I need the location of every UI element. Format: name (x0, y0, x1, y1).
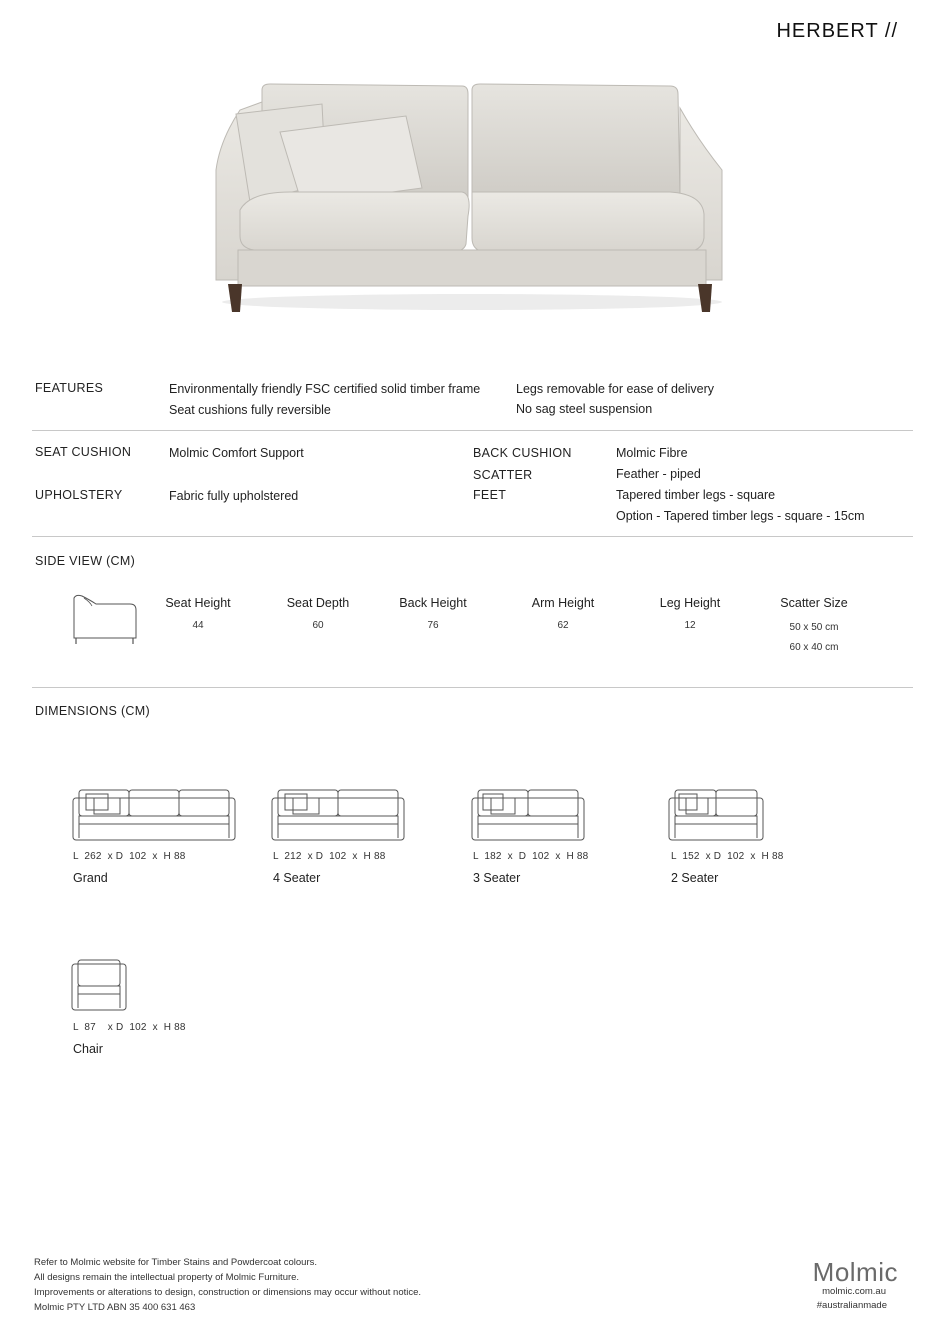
feet-option: Option - Tapered timber legs - square - 15cm (616, 509, 865, 523)
feature-item: No sag steel suspension (516, 402, 653, 416)
page-title: HERBERT // (776, 20, 898, 42)
spec-arm-height-label: Arm Height (531, 596, 595, 610)
feature-item: Environmentally friendly FSC certified solid timber frame (169, 382, 481, 396)
footer-line: All designs remain the intellectual property of Molmic Furniture. (34, 1272, 300, 1283)
seat-cushion-value: Molmic Comfort Support (169, 446, 304, 460)
dimension-chair: L 87 x D 102 x H 88 (73, 1022, 186, 1033)
dimension-2-seater-name: 2 Seater (671, 871, 719, 885)
brand-website[interactable]: molmic.com.au (822, 1286, 886, 1297)
spec-arm-height-value: 62 (557, 620, 569, 631)
spec-leg-height-label: Leg Height (659, 596, 721, 610)
spec-back-height-label: Back Height (399, 596, 467, 610)
sofa-3-seater-icon (471, 788, 585, 842)
sofa-4-seater-icon (271, 788, 405, 842)
spec-leg-height-value: 12 (684, 620, 696, 631)
divider (32, 687, 913, 688)
chair-icon (71, 958, 127, 1012)
dimension-grand-name: Grand (73, 871, 108, 885)
dimension-2-seater: L 152 x D 102 x H 88 (671, 851, 784, 862)
footer-line: Refer to Molmic website for Timber Stains and Powdercoat colours. (34, 1257, 318, 1268)
dimension-grand: L 262 x D 102 x H 88 (73, 851, 186, 862)
sofa-side-view-icon (70, 590, 140, 646)
footer-line: Improvements or alterations to design, construction or dimensions may occur without notice. (34, 1287, 422, 1298)
feature-item: Seat cushions fully reversible (169, 403, 331, 417)
sofa-photo-icon (210, 80, 730, 320)
spec-back-height-value: 76 (427, 620, 439, 631)
footer-notes (34, 1255, 421, 1315)
upholstery-label: UPHOLSTERY (35, 488, 123, 502)
spec-seat-height-label: Seat Height (165, 596, 231, 610)
dimension-3-seater-name: 3 Seater (473, 871, 521, 885)
seat-cushion-label: SEAT CUSHION (35, 445, 132, 459)
sofa-grand-icon (72, 788, 236, 842)
dimension-3-seater: L 182 x D 102 x H 88 (473, 851, 589, 862)
back-cushion-label: BACK CUSHION (473, 446, 572, 460)
footer-line: Molmic PTY LTD ABN 35 400 631 463 (34, 1302, 196, 1313)
brand-hashtag: #australianmade (816, 1300, 887, 1311)
brand-logo: Molmic (812, 1257, 898, 1287)
feet-label: FEET (473, 488, 507, 502)
feature-item: Legs removable for ease of delivery (516, 382, 715, 396)
spec-seat-depth-value: 60 (312, 620, 324, 631)
spec-seat-height-value: 44 (192, 620, 204, 631)
spec-scatter-size-value-2: 60 x 40 cm (789, 642, 839, 653)
divider (32, 536, 913, 537)
dimension-4-seater-name: 4 Seater (273, 871, 321, 885)
feet-value: Tapered timber legs - square (616, 488, 776, 502)
divider (32, 430, 913, 431)
back-cushion-value: Molmic Fibre (616, 446, 688, 460)
side-view-label: SIDE VIEW (CM) (35, 554, 136, 568)
dimension-4-seater: L 212 x D 102 x H 88 (273, 851, 386, 862)
upholstery-value: Fabric fully upholstered (169, 489, 299, 503)
scatter-value: Feather - piped (616, 467, 701, 481)
features-label: FEATURES (35, 381, 104, 395)
dimension-chair-name: Chair (73, 1042, 103, 1056)
scatter-label: SCATTER (473, 468, 533, 482)
spec-seat-depth-label: Seat Depth (286, 596, 350, 610)
spec-scatter-size-label: Scatter Size (780, 596, 848, 610)
sofa-2-seater-icon (668, 788, 764, 842)
spec-scatter-size-value: 50 x 50 cm (789, 622, 839, 633)
dimensions-label: DIMENSIONS (CM) (35, 704, 150, 718)
